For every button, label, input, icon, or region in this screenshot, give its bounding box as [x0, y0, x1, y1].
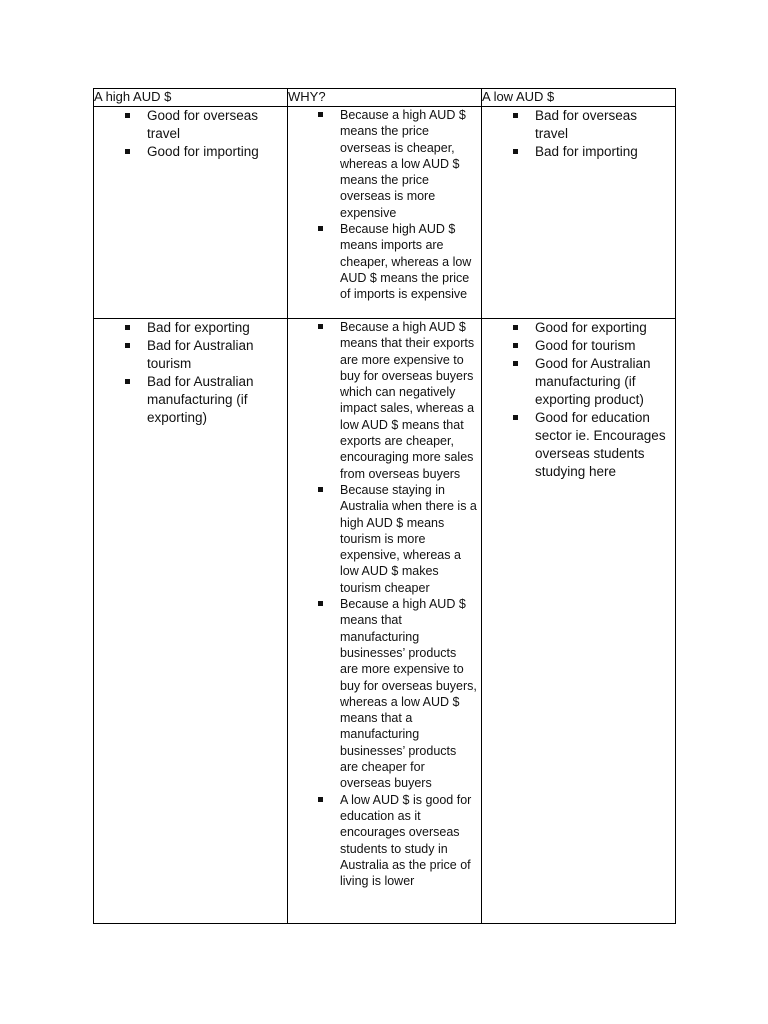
list-item: Good for Australian manufacturing (if exporting product)	[482, 355, 675, 409]
bullet-list	[94, 107, 287, 161]
cell-low-aud	[482, 319, 676, 924]
aud-comparison-table	[93, 88, 676, 924]
list-item: Because a high AUD $ means the price overseas is cheaper, whereas a low AUD $ means the price overseas is more expensive	[288, 107, 481, 221]
header-low-aud: A low AUD $	[482, 89, 676, 107]
header-why: WHY?	[288, 89, 482, 107]
list-item: Good for importing	[94, 143, 287, 161]
bullet-list	[288, 319, 481, 889]
header-row	[94, 89, 676, 107]
list-item: Bad for exporting	[94, 319, 287, 337]
list-item: Because a high AUD $ means that their exports are more expensive to buy for overseas buyers which can negatively impact sales, whereas a low AUD $ means that exports are cheaper, encouraging more sales from overseas buyers	[288, 319, 481, 482]
cell-why	[288, 319, 482, 924]
cell-why	[288, 107, 482, 319]
table-row	[94, 107, 676, 319]
bullet-list	[482, 107, 675, 161]
list-item: Good for education sector ie. Encourages overseas students studying here	[482, 409, 675, 481]
list-item: Because staying in Australia when there is a high AUD $ means tourism is more expensive, whereas a low AUD $ makes tourism cheaper	[288, 482, 481, 596]
table-row	[94, 319, 676, 924]
cell-high-aud	[94, 319, 288, 924]
list-item: Good for tourism	[482, 337, 675, 355]
cell-low-aud	[482, 107, 676, 319]
bullet-list	[482, 319, 675, 481]
header-high-aud: A high AUD $	[94, 89, 288, 107]
list-item: Bad for Australian manufacturing (if exporting)	[94, 373, 287, 427]
list-item: Good for overseas travel	[94, 107, 287, 143]
list-item: Good for exporting	[482, 319, 675, 337]
list-item: Bad for Australian tourism	[94, 337, 287, 373]
bullet-list	[94, 319, 287, 427]
list-item: Because high AUD $ means imports are cheaper, whereas a low AUD $ means the price of imports is expensive	[288, 221, 481, 302]
bullet-list	[288, 107, 481, 303]
list-item: A low AUD $ is good for education as it encourages overseas students to study in Australia as the price of living is lower	[288, 792, 481, 890]
cell-high-aud	[94, 107, 288, 319]
list-item: Because a high AUD $ means that manufacturing businesses’ products are more expensive to buy for overseas buyers, whereas a low AUD $ means that a manufacturing businesses’ products are cheaper for overseas buyers	[288, 596, 481, 792]
list-item: Bad for overseas travel	[482, 107, 675, 143]
list-item: Bad for importing	[482, 143, 675, 161]
